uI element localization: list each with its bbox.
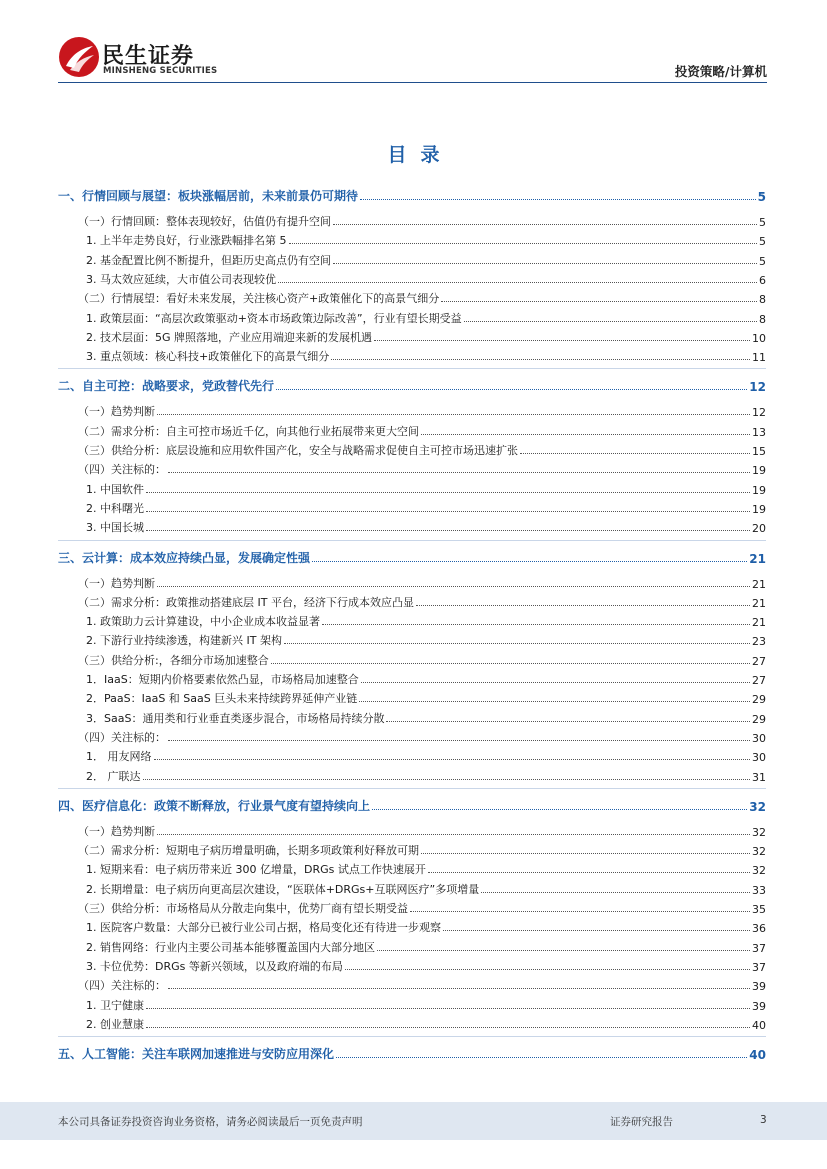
toc-entry-title: （四）关注标的： (78, 730, 166, 744)
toc-leader-dots (443, 929, 750, 931)
minsheng-logo-icon (58, 36, 100, 78)
toc-leader-dots (157, 833, 750, 835)
toc-leader-dots (359, 700, 750, 702)
toc-entry-page: 36 (752, 922, 766, 936)
toc-entry-page: 19 (752, 502, 766, 516)
toc-entry-page: 30 (752, 751, 766, 765)
toc-entry[interactable] (58, 548, 766, 566)
toc-leader-dots (374, 339, 750, 341)
toc-entry[interactable] (58, 250, 766, 268)
toc-entry-page: 8 (759, 293, 766, 307)
toc-leader-dots (157, 585, 750, 587)
toc-entry-title: 2. 长期增量：电子病历向更高层次建设，“医联体+DRGs+互联网医疗”多项增量 (86, 882, 480, 896)
toc-entry[interactable] (58, 288, 766, 306)
toc-entry-page: 6 (759, 273, 766, 287)
toc-entry[interactable] (58, 211, 766, 229)
toc-entry-title: 2. 技术层面：5G 牌照落地，产业应用端迎来新的发展机遇 (86, 330, 373, 344)
toc-entry[interactable] (58, 440, 766, 458)
toc-leader-dots (520, 452, 750, 454)
header-divider (58, 82, 767, 83)
toc-entry[interactable] (58, 766, 766, 784)
toc-leader-dots (276, 388, 747, 390)
toc-leader-dots (331, 358, 750, 360)
toc-entry-page: 21 (752, 596, 766, 610)
toc-leader-dots (168, 739, 750, 741)
toc-entry-title: 1. 卫宁健康 (86, 998, 144, 1012)
toc-entry-title: 1． 用友网络 (86, 750, 152, 764)
toc-entry-page: 32 (752, 825, 766, 839)
toc-leader-dots (278, 281, 757, 283)
toc-leader-dots (146, 510, 750, 512)
toc-entry-page: 37 (752, 960, 766, 974)
toc-entry[interactable] (58, 746, 766, 764)
toc-entry-title: （一）趋势判断 (78, 576, 155, 590)
toc-entry[interactable] (58, 327, 766, 345)
toc-entry-page: 23 (752, 635, 766, 649)
toc-entry[interactable] (58, 611, 766, 629)
toc-entry[interactable] (58, 1014, 766, 1032)
toc-entry-title: （一）趋势判断 (78, 405, 155, 419)
toc-entry[interactable] (58, 346, 766, 364)
toc-entry-page: 30 (752, 731, 766, 745)
logo-chinese-text: 民生证券 (102, 44, 195, 69)
toc-entry-title: 2．PaaS：IaaS 和 SaaS 巨头未来持续跨界延伸产业链 (86, 692, 358, 706)
toc-entry[interactable] (58, 269, 766, 287)
toc-entry-title: 3．SaaS：通用类和行业垂直类逐步混合，市场格局持续分散 (86, 711, 385, 725)
toc-entry-title: 3. 中国长城 (86, 521, 144, 535)
toc-entry[interactable] (58, 401, 766, 419)
toc-leader-dots (421, 852, 750, 854)
toc-leader-dots (361, 681, 750, 683)
toc-leader-dots (168, 471, 750, 473)
toc-entry-title: 1．IaaS：短期内价格要素依然凸显，市场格局加速整合 (86, 673, 359, 686)
report-section-label: 投资策略/计算机 (674, 64, 767, 79)
toc-entry-page: 27 (752, 654, 766, 668)
toc-leader-dots (146, 491, 750, 493)
toc-entry[interactable] (58, 688, 766, 706)
toc-entry[interactable] (58, 308, 766, 326)
toc-entry-title: 2. 基金配置比例不断提升，但距历史高点仍有空间 (86, 253, 331, 267)
toc-leader-dots (345, 968, 750, 970)
toc-entry-title: 3. 马太效应延续，大市值公司表现较优 (86, 272, 276, 286)
toc-leader-dots (333, 262, 757, 264)
page-title: 目录 (387, 144, 454, 166)
toc-entry-title: （三）供给分析：底层设施和应用软件国产化，安全与战略需求促使自主可控市场迅速扩张 (78, 444, 518, 457)
toc-entry-page: 19 (752, 483, 766, 497)
toc-entry-page: 5 (759, 216, 766, 229)
toc-entry[interactable] (58, 573, 766, 591)
toc-entry[interactable] (58, 975, 766, 993)
toc-entry-page: 15 (752, 445, 766, 458)
toc-leader-dots (372, 808, 747, 810)
toc-entry-page: 39 (752, 999, 766, 1013)
toc-entry-page: 40 (749, 1048, 766, 1063)
toc-leader-dots (322, 623, 750, 625)
toc-entry-page: 5 (757, 190, 766, 204)
toc-leader-dots (441, 300, 757, 302)
toc-entry-page: 31 (752, 770, 766, 784)
toc-entry[interactable] (58, 937, 766, 955)
toc-leader-dots (333, 223, 757, 225)
toc-entry-title: 2. 销售网络：行业内主要公司基本能够覆盖国内大部分地区 (86, 940, 375, 954)
toc-entry-page: 20 (752, 522, 766, 536)
toc-entry-title: 3. 卡位优势：DRGs 等新兴领域，以及政府端的布局 (86, 959, 343, 973)
toc-leader-dots (271, 662, 750, 664)
toc-leader-dots (421, 433, 750, 435)
toc-leader-dots (154, 758, 751, 760)
toc-leader-dots (157, 413, 750, 415)
toc-entry[interactable] (58, 650, 766, 668)
toc-entry-title: （三）供给分析：市场格局从分散走向集中，优势厂商有望长期受益 (78, 902, 408, 915)
toc-entry[interactable] (58, 956, 766, 974)
toc-entry-title: （三）供给分析:，各细分市场加速整合 (78, 653, 269, 667)
toc-leader-dots (146, 529, 750, 531)
toc-entry-page: 29 (752, 712, 766, 726)
toc-leader-dots (284, 642, 750, 644)
toc-leader-dots (428, 871, 750, 873)
section-separator (58, 368, 766, 369)
toc-entry[interactable] (58, 498, 766, 516)
toc-entry[interactable] (58, 421, 766, 439)
toc-leader-dots (416, 604, 750, 606)
toc-entry-title: （二）需求分析：短期电子病历增量明确，长期多项政策利好释放可期 (78, 844, 419, 858)
toc-entry[interactable] (58, 186, 766, 204)
toc-leader-dots (146, 1026, 750, 1028)
toc-entry[interactable] (58, 821, 766, 839)
toc-leader-dots (464, 320, 757, 322)
toc-leader-dots (410, 910, 750, 912)
toc-entry-title: 2． 广联达 (86, 769, 141, 783)
section-separator (58, 540, 766, 541)
toc-entry[interactable] (58, 479, 766, 497)
toc-leader-dots (386, 720, 750, 722)
toc-entry[interactable] (58, 727, 766, 745)
toc-entry-title: 2. 下游行业持续渗透，构建新兴 IT 架构 (86, 634, 282, 648)
toc-entry-page: 27 (752, 674, 766, 687)
toc-leader-dots (168, 987, 750, 989)
toc-entry-title: 2. 中科曙光 (86, 501, 144, 515)
toc-entry[interactable] (58, 1044, 766, 1062)
toc-entry-page: 13 (752, 425, 766, 439)
company-logo (58, 36, 218, 80)
toc-leader-dots (312, 560, 747, 562)
toc-entry[interactable] (58, 669, 766, 687)
toc-entry-title: 3. 重点领域：核心科技+政策催化下的高景气细分 (86, 350, 330, 364)
toc-entry[interactable] (58, 796, 766, 814)
toc-entry-title: （一）趋势判断 (78, 824, 155, 838)
toc-entry-title: 2. 创业慧康 (86, 1017, 144, 1031)
toc-entry[interactable] (58, 708, 766, 726)
toc-entry-title: （四）关注标的： (78, 979, 166, 993)
toc-entry-page: 39 (752, 980, 766, 994)
toc-entry-page: 11 (752, 351, 766, 365)
toc-entry-page: 21 (752, 616, 766, 630)
toc-leader-dots (481, 891, 750, 893)
toc-entry[interactable] (58, 592, 766, 610)
toc-entry-page: 32 (752, 845, 766, 859)
toc-entry-title: （四）关注标的： (78, 463, 166, 477)
toc-entry[interactable] (58, 859, 766, 877)
toc-entry-title: 1. 医院客户数量：大部分已被行业公司占据，格局变化还有待进一步观察 (86, 921, 441, 935)
toc-entry-page: 40 (752, 1018, 766, 1032)
toc-leader-dots (289, 242, 758, 244)
toc-leader-dots (143, 778, 751, 780)
toc-entry-title: 1. 政策层面：“高层次政策驱动+资本市场政策边际改善”，行业有望长期受益 (86, 311, 462, 325)
logo-english-text: MINSHENG SECURITIES (103, 66, 218, 76)
footer-report-type: 证券研究报告 (610, 1116, 673, 1128)
section-separator (58, 788, 766, 789)
toc-entry-title: （二）行情展望：看好未来发展，关注核心资产+政策催化下的高景气细分 (78, 292, 440, 306)
toc-entry-title: 二、自主可控：战略要求，党政替代先行 (58, 379, 275, 394)
toc-leader-dots (377, 949, 750, 951)
toc-entry-title: 1. 中国软件 (86, 482, 144, 496)
toc-entry-page: 21 (752, 577, 766, 591)
section-separator (58, 1036, 766, 1037)
toc-entry[interactable] (58, 376, 766, 394)
toc-entry-page: 32 (752, 864, 766, 878)
toc-entry-page: 21 (749, 551, 766, 566)
toc-entry-title: （一）行情回顾：整体表现较好，估值仍有提升空间 (78, 215, 331, 228)
toc-entry-page: 37 (752, 941, 766, 955)
toc-entry[interactable] (58, 630, 766, 648)
toc-entry-page: 8 (759, 312, 766, 326)
toc-entry-page: 19 (752, 464, 766, 478)
footer-disclaimer: 本公司具备证券投资咨询业务资格，请务必阅读最后一页免责声明 (58, 1116, 363, 1128)
toc-leader-dots (336, 1056, 747, 1058)
toc-entry-title: （二）需求分析：政策推动搭建底层 IT 平台，经济下行成本效应凸显 (78, 595, 414, 609)
toc-leader-dots (360, 198, 756, 200)
toc-entry-page: 5 (759, 235, 766, 249)
toc-entry[interactable] (58, 517, 766, 535)
toc-entry-page: 12 (749, 380, 766, 395)
toc-entry-page: 29 (752, 693, 766, 707)
toc-entry-page: 5 (759, 254, 766, 268)
toc-entry-page: 33 (752, 883, 766, 897)
toc-entry-page: 35 (752, 903, 766, 916)
toc-entry[interactable] (58, 879, 766, 897)
toc-entry[interactable] (58, 230, 766, 248)
toc-entry[interactable] (58, 840, 766, 858)
toc-entry-title: 四、医疗信息化：政策不断释放，行业景气度有望持续向上 (58, 798, 371, 813)
toc-entry-page: 10 (752, 331, 766, 345)
toc-entry-title: （二）需求分析：自主可控市场近千亿，向其他行业拓展带来更大空间 (78, 424, 419, 438)
toc-entry-title: 1. 政策助力云计算建设，中小企业成本收益显著 (86, 615, 320, 629)
toc-entry-title: 三、云计算：成本效应持续凸显，发展确定性强 (58, 550, 311, 565)
toc-entry[interactable] (58, 459, 766, 477)
toc-entry[interactable] (58, 995, 766, 1013)
toc-entry-title: 1. 上半年走势良好，行业涨跌幅排名第 5 (86, 234, 287, 248)
toc-entry[interactable] (58, 917, 766, 935)
toc-entry-page: 32 (749, 799, 766, 814)
toc-entry[interactable] (58, 898, 766, 916)
toc-entry-title: 1. 短期来看：电子病历带来近 300 亿增量，DRGs 试点工作快速展开 (86, 863, 426, 877)
toc-entry-page: 12 (752, 406, 766, 420)
toc-leader-dots (146, 1007, 750, 1009)
page-number: 3 (760, 1114, 767, 1126)
toc-entry-title: 一、行情回顾与展望：板块涨幅居前，未来前景仍可期待 (58, 189, 359, 203)
toc-entry-title: 五、人工智能：关注车联网加速推进与安防应用深化 (58, 1047, 335, 1062)
